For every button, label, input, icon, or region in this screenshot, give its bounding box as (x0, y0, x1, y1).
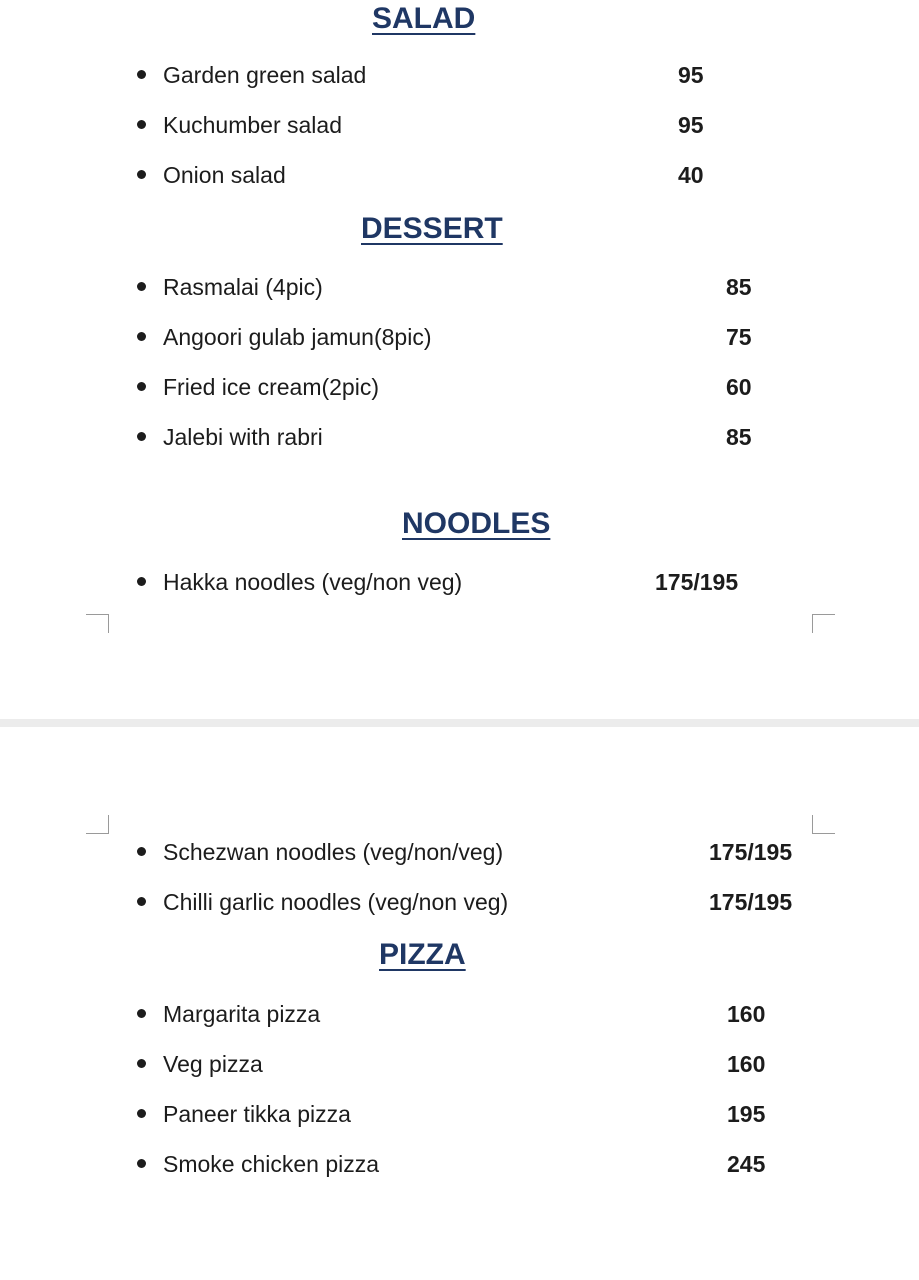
item-name: Margarita pizza (163, 1001, 321, 1027)
menu-item (0, 61, 919, 91)
bullet-icon (137, 1009, 146, 1018)
salad-heading: SALAD (372, 2, 476, 35)
bullet-icon (137, 382, 146, 391)
page-break (0, 719, 919, 727)
item-name: Hakka noodles (veg/non veg) (163, 569, 463, 595)
bullet-icon (137, 170, 146, 179)
bullet-icon (137, 847, 146, 856)
item-price: 40 (678, 162, 704, 188)
item-price: 95 (678, 62, 704, 88)
item-name: Smoke chicken pizza (163, 1151, 380, 1177)
item-price: 160 (727, 1051, 766, 1077)
menu-item (0, 1000, 919, 1030)
dessert-heading: DESSERT (361, 212, 503, 245)
pizza-heading: PIZZA (379, 938, 466, 971)
bullet-icon (137, 1109, 146, 1118)
menu-item (0, 273, 919, 303)
bullet-icon (137, 1059, 146, 1068)
bullet-icon (137, 432, 146, 441)
menu-item (0, 1100, 919, 1130)
menu-item (0, 111, 919, 141)
item-price: 175/195 (709, 889, 793, 915)
menu-item (0, 888, 919, 918)
item-name: Kuchumber salad (163, 112, 342, 138)
item-price: 160 (727, 1001, 766, 1027)
menu-item (0, 323, 919, 353)
menu-item (0, 373, 919, 403)
menu-item (0, 423, 919, 453)
item-name: Fried ice cream(2pic) (163, 374, 379, 400)
bullet-icon (137, 577, 146, 586)
menu-item (0, 1150, 919, 1180)
item-name: Veg pizza (163, 1051, 263, 1077)
item-price: 175/195 (655, 569, 739, 595)
item-name: Rasmalai (4pic) (163, 274, 323, 300)
crop-mark (812, 815, 835, 834)
item-name: Jalebi with rabri (163, 424, 323, 450)
menu-item (0, 161, 919, 191)
menu-item (0, 1050, 919, 1080)
item-name: Paneer tikka pizza (163, 1101, 351, 1127)
item-price: 85 (726, 424, 752, 450)
item-name: Onion salad (163, 162, 286, 188)
item-name: Schezwan noodles (veg/non/veg) (163, 839, 504, 865)
crop-mark (86, 815, 109, 834)
item-name: Angoori gulab jamun(8pic) (163, 324, 432, 350)
bullet-icon (137, 282, 146, 291)
bullet-icon (137, 1159, 146, 1168)
bullet-icon (137, 70, 146, 79)
item-price: 175/195 (709, 839, 793, 865)
crop-mark (812, 614, 835, 633)
item-name: Garden green salad (163, 62, 367, 88)
item-price: 245 (727, 1151, 766, 1177)
item-price: 95 (678, 112, 704, 138)
menu-item (0, 568, 919, 598)
bullet-icon (137, 120, 146, 129)
item-price: 85 (726, 274, 752, 300)
bullet-icon (137, 332, 146, 341)
crop-mark (86, 614, 109, 633)
item-name: Chilli garlic noodles (veg/non veg) (163, 889, 509, 915)
noodles-heading: NOODLES (402, 507, 551, 540)
item-price: 195 (727, 1101, 766, 1127)
item-price: 75 (726, 324, 752, 350)
menu-item (0, 838, 919, 868)
item-price: 60 (726, 374, 752, 400)
bullet-icon (137, 897, 146, 906)
